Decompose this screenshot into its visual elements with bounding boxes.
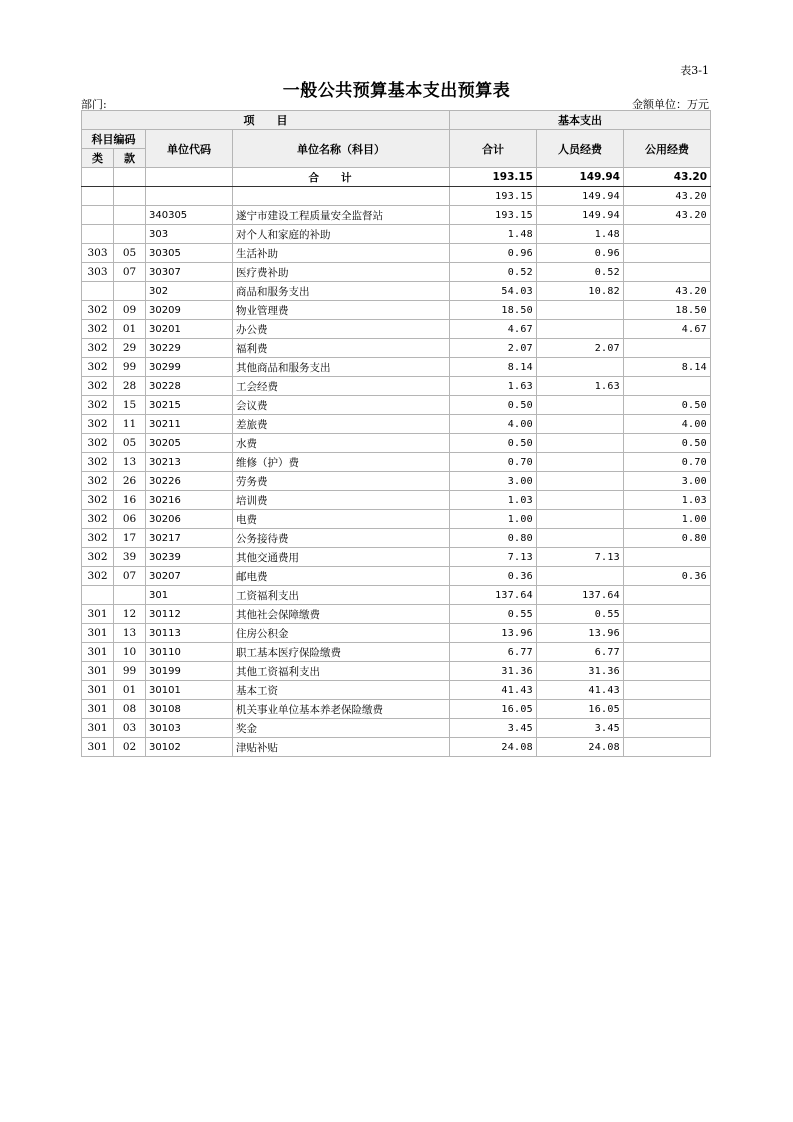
table-row [82, 491, 711, 510]
class-cell: 302 [82, 377, 114, 396]
total-item-cell [114, 168, 146, 187]
unit-name-cell: 其他交通费用 [233, 548, 450, 567]
header-unit-name: 单位名称（科目） [233, 130, 450, 168]
unit-code-cell: 30108 [146, 700, 233, 719]
total-cell: 3.45 [450, 719, 537, 738]
class-cell: 301 [82, 643, 114, 662]
total-cell: 0.52 [450, 263, 537, 282]
item-cell: 11 [114, 415, 146, 434]
personnel-cell: 137.64 [537, 586, 624, 605]
unit-name-cell: 生活补助 [233, 244, 450, 263]
public-cell [624, 586, 711, 605]
unit-name-cell: 物业管理费 [233, 301, 450, 320]
class-cell: 302 [82, 415, 114, 434]
item-cell: 99 [114, 358, 146, 377]
unit-name-cell: 差旅费 [233, 415, 450, 434]
public-cell: 1.00 [624, 510, 711, 529]
table-row [82, 282, 711, 301]
personnel-cell [537, 415, 624, 434]
table-row [82, 396, 711, 415]
total-cell: 24.08 [450, 738, 537, 757]
class-cell: 302 [82, 548, 114, 567]
public-cell [624, 225, 711, 244]
item-cell [114, 206, 146, 225]
public-cell: 1.03 [624, 491, 711, 510]
total-cell: 0.50 [450, 434, 537, 453]
personnel-cell: 0.55 [537, 605, 624, 624]
personnel-cell: 0.96 [537, 244, 624, 263]
total-cell: 0.96 [450, 244, 537, 263]
total-code-cell [146, 168, 233, 187]
unit-name-cell: 公务接待费 [233, 529, 450, 548]
total-cell: 193.15 [450, 187, 537, 206]
total-cell: 0.36 [450, 567, 537, 586]
unit-code-cell: 30226 [146, 472, 233, 491]
unit-code-cell: 302 [146, 282, 233, 301]
total-cell: 1.63 [450, 377, 537, 396]
table-row [82, 415, 711, 434]
table-body [82, 168, 711, 757]
page-title: 一般公共预算基本支出预算表 [282, 81, 511, 101]
item-cell: 28 [114, 377, 146, 396]
public-cell: 0.80 [624, 529, 711, 548]
item-cell: 01 [114, 681, 146, 700]
public-cell [624, 662, 711, 681]
public-cell: 0.50 [624, 396, 711, 415]
budget-table [81, 110, 711, 757]
personnel-cell: 3.45 [537, 719, 624, 738]
public-cell [624, 624, 711, 643]
header-subject-code: 科目编码 [82, 130, 146, 149]
item-cell [114, 187, 146, 206]
class-cell [82, 187, 114, 206]
public-cell [624, 700, 711, 719]
item-cell: 13 [114, 624, 146, 643]
unit-code-cell: 30113 [146, 624, 233, 643]
header-total: 合计 [450, 130, 537, 168]
personnel-cell: 16.05 [537, 700, 624, 719]
item-cell: 26 [114, 472, 146, 491]
public-cell: 4.00 [624, 415, 711, 434]
class-cell: 302 [82, 320, 114, 339]
unit-name-cell: 医疗费补助 [233, 263, 450, 282]
item-cell: 17 [114, 529, 146, 548]
personnel-cell: 41.43 [537, 681, 624, 700]
header-row [82, 130, 711, 149]
table-row [82, 358, 711, 377]
table-row [82, 301, 711, 320]
item-cell [114, 282, 146, 301]
public-cell [624, 738, 711, 757]
class-cell: 302 [82, 529, 114, 548]
personnel-cell: 10.82 [537, 282, 624, 301]
unit-code-cell: 30209 [146, 301, 233, 320]
item-cell: 08 [114, 700, 146, 719]
total-cell: 0.70 [450, 453, 537, 472]
unit-code-cell: 30207 [146, 567, 233, 586]
public-cell: 43.20 [624, 282, 711, 301]
unit-name-cell: 工资福利支出 [233, 586, 450, 605]
total-cell: 2.07 [450, 339, 537, 358]
form-number: 表3-1 [680, 64, 709, 77]
public-cell: 43.20 [624, 187, 711, 206]
unit-name-cell: 机关事业单位基本养老保险缴费 [233, 700, 450, 719]
class-cell: 302 [82, 510, 114, 529]
table-row [82, 643, 711, 662]
table-row [82, 339, 711, 358]
total-cell: 3.00 [450, 472, 537, 491]
table-row [82, 263, 711, 282]
total-cell: 137.64 [450, 586, 537, 605]
personnel-cell: 1.63 [537, 377, 624, 396]
total-label: 合计 [233, 168, 450, 187]
table-row [82, 586, 711, 605]
public-cell: 3.00 [624, 472, 711, 491]
personnel-cell [537, 358, 624, 377]
unit-code-cell: 30213 [146, 453, 233, 472]
personnel-cell [537, 567, 624, 586]
total-public: 43.20 [624, 168, 711, 187]
class-cell: 301 [82, 605, 114, 624]
personnel-cell: 31.36 [537, 662, 624, 681]
public-cell [624, 605, 711, 624]
unit-code-cell: 30299 [146, 358, 233, 377]
total-cell: 0.80 [450, 529, 537, 548]
unit-code-cell: 30103 [146, 719, 233, 738]
table-row [82, 567, 711, 586]
class-cell: 302 [82, 301, 114, 320]
personnel-cell: 149.94 [537, 206, 624, 225]
unit-name-cell: 对个人和家庭的补助 [233, 225, 450, 244]
public-cell: 0.50 [624, 434, 711, 453]
personnel-cell: 13.96 [537, 624, 624, 643]
unit-name-cell: 津贴补贴 [233, 738, 450, 757]
total-cell: 13.96 [450, 624, 537, 643]
unit-name-cell: 基本工资 [233, 681, 450, 700]
header-project: 项 目 [82, 111, 450, 130]
table-row [82, 244, 711, 263]
table-row [82, 738, 711, 757]
class-cell: 302 [82, 396, 114, 415]
total-row [82, 168, 711, 187]
unit-name-cell: 商品和服务支出 [233, 282, 450, 301]
header-class: 类 [82, 149, 114, 168]
personnel-cell [537, 510, 624, 529]
public-cell [624, 244, 711, 263]
unit-name-cell: 其他工资福利支出 [233, 662, 450, 681]
unit-name-cell: 劳务费 [233, 472, 450, 491]
unit-name-cell: 福利费 [233, 339, 450, 358]
personnel-cell: 149.94 [537, 187, 624, 206]
unit-code-cell: 30110 [146, 643, 233, 662]
public-cell [624, 377, 711, 396]
table-row [82, 206, 711, 225]
personnel-cell [537, 453, 624, 472]
public-cell: 0.70 [624, 453, 711, 472]
item-cell: 02 [114, 738, 146, 757]
table-row [82, 187, 711, 206]
table-row [82, 434, 711, 453]
item-cell: 07 [114, 567, 146, 586]
total-cell: 54.03 [450, 282, 537, 301]
total-cell: 0.55 [450, 605, 537, 624]
class-cell [82, 206, 114, 225]
unit-name-cell: 培训费 [233, 491, 450, 510]
unit-code-cell: 30229 [146, 339, 233, 358]
table-row [82, 719, 711, 738]
public-cell: 0.36 [624, 567, 711, 586]
table-row [82, 377, 711, 396]
unit-name-cell: 工会经费 [233, 377, 450, 396]
personnel-cell: 2.07 [537, 339, 624, 358]
unit-code-cell: 303 [146, 225, 233, 244]
public-cell [624, 263, 711, 282]
total-cell: 193.15 [450, 206, 537, 225]
unit-name-cell: 奖金 [233, 719, 450, 738]
personnel-cell: 6.77 [537, 643, 624, 662]
unit-name-cell: 其他社会保障缴费 [233, 605, 450, 624]
total-cell: 16.05 [450, 700, 537, 719]
personnel-cell [537, 434, 624, 453]
amount-unit-label: 金额单位：万元 [632, 98, 709, 111]
unit-code-cell: 30307 [146, 263, 233, 282]
class-cell: 302 [82, 434, 114, 453]
public-cell: 43.20 [624, 206, 711, 225]
unit-name-cell: 维修（护）费 [233, 453, 450, 472]
personnel-cell [537, 529, 624, 548]
class-cell: 302 [82, 339, 114, 358]
table-row [82, 225, 711, 244]
class-cell: 301 [82, 700, 114, 719]
unit-code-cell: 30215 [146, 396, 233, 415]
item-cell: 06 [114, 510, 146, 529]
class-cell: 301 [82, 624, 114, 643]
total-cell: 4.00 [450, 415, 537, 434]
total-cell: 4.67 [450, 320, 537, 339]
unit-code-cell: 30201 [146, 320, 233, 339]
public-cell [624, 339, 711, 358]
class-cell [82, 225, 114, 244]
unit-code-cell: 30217 [146, 529, 233, 548]
item-cell: 03 [114, 719, 146, 738]
total-cell: 0.50 [450, 396, 537, 415]
unit-code-cell: 30102 [146, 738, 233, 757]
item-cell: 10 [114, 643, 146, 662]
unit-code-cell: 30211 [146, 415, 233, 434]
personnel-cell [537, 301, 624, 320]
header-unit-code: 单位代码 [146, 130, 233, 168]
unit-code-cell: 301 [146, 586, 233, 605]
class-cell: 302 [82, 567, 114, 586]
header-personnel: 人员经费 [537, 130, 624, 168]
personnel-cell: 7.13 [537, 548, 624, 567]
unit-name-cell: 电费 [233, 510, 450, 529]
total-cell: 1.48 [450, 225, 537, 244]
class-cell: 303 [82, 244, 114, 263]
unit-name-cell: 住房公积金 [233, 624, 450, 643]
item-cell: 29 [114, 339, 146, 358]
unit-code-cell: 30305 [146, 244, 233, 263]
item-cell: 15 [114, 396, 146, 415]
unit-name-cell: 其他商品和服务支出 [233, 358, 450, 377]
table-row [82, 605, 711, 624]
item-cell: 16 [114, 491, 146, 510]
public-cell [624, 643, 711, 662]
header-item: 款 [114, 149, 146, 168]
class-cell: 301 [82, 662, 114, 681]
total-cell: 18.50 [450, 301, 537, 320]
public-cell: 4.67 [624, 320, 711, 339]
total-cell: 31.36 [450, 662, 537, 681]
total-cell: 8.14 [450, 358, 537, 377]
class-cell: 301 [82, 681, 114, 700]
item-cell: 07 [114, 263, 146, 282]
total-cell: 41.43 [450, 681, 537, 700]
table-row [82, 472, 711, 491]
total-cell: 7.13 [450, 548, 537, 567]
header-basic-expenditure: 基本支出 [450, 111, 711, 130]
personnel-cell: 0.52 [537, 263, 624, 282]
personnel-cell [537, 320, 624, 339]
public-cell: 8.14 [624, 358, 711, 377]
table-row [82, 681, 711, 700]
total-cell: 1.03 [450, 491, 537, 510]
unit-code-cell: 30216 [146, 491, 233, 510]
department-label: 部门: [81, 98, 107, 111]
class-cell: 301 [82, 738, 114, 757]
personnel-cell [537, 491, 624, 510]
public-cell: 18.50 [624, 301, 711, 320]
item-cell [114, 586, 146, 605]
total-cell: 6.77 [450, 643, 537, 662]
table-row [82, 529, 711, 548]
unit-name-cell: 会议费 [233, 396, 450, 415]
table-row [82, 662, 711, 681]
total-class-cell [82, 168, 114, 187]
header-row [82, 111, 711, 130]
item-cell: 01 [114, 320, 146, 339]
table-row [82, 510, 711, 529]
total-cell: 1.00 [450, 510, 537, 529]
unit-name-cell: 水费 [233, 434, 450, 453]
table-row [82, 700, 711, 719]
class-cell [82, 282, 114, 301]
class-cell: 302 [82, 453, 114, 472]
public-cell [624, 719, 711, 738]
item-cell [114, 225, 146, 244]
class-cell [82, 586, 114, 605]
public-cell [624, 681, 711, 700]
unit-code-cell: 30112 [146, 605, 233, 624]
unit-code-cell: 30101 [146, 681, 233, 700]
unit-code-cell: 340305 [146, 206, 233, 225]
item-cell: 12 [114, 605, 146, 624]
header-public: 公用经费 [624, 130, 711, 168]
unit-code-cell [146, 187, 233, 206]
item-cell: 05 [114, 434, 146, 453]
item-cell: 39 [114, 548, 146, 567]
class-cell: 302 [82, 358, 114, 377]
public-cell [624, 548, 711, 567]
class-cell: 303 [82, 263, 114, 282]
class-cell: 302 [82, 491, 114, 510]
item-cell: 99 [114, 662, 146, 681]
unit-code-cell: 30199 [146, 662, 233, 681]
item-cell: 13 [114, 453, 146, 472]
unit-name-cell [233, 187, 450, 206]
total-sum: 193.15 [450, 168, 537, 187]
unit-name-cell: 邮电费 [233, 567, 450, 586]
total-personnel: 149.94 [537, 168, 624, 187]
unit-name-cell: 遂宁市建设工程质量安全监督站 [233, 206, 450, 225]
unit-code-cell: 30228 [146, 377, 233, 396]
unit-code-cell: 30206 [146, 510, 233, 529]
table-row [82, 320, 711, 339]
class-cell: 302 [82, 472, 114, 491]
personnel-cell [537, 472, 624, 491]
unit-name-cell: 职工基本医疗保险缴费 [233, 643, 450, 662]
item-cell: 09 [114, 301, 146, 320]
personnel-cell: 1.48 [537, 225, 624, 244]
class-cell: 301 [82, 719, 114, 738]
table-row [82, 624, 711, 643]
table-row [82, 453, 711, 472]
personnel-cell: 24.08 [537, 738, 624, 757]
item-cell: 05 [114, 244, 146, 263]
personnel-cell [537, 396, 624, 415]
table-row [82, 548, 711, 567]
unit-code-cell: 30239 [146, 548, 233, 567]
unit-name-cell: 办公费 [233, 320, 450, 339]
unit-code-cell: 30205 [146, 434, 233, 453]
